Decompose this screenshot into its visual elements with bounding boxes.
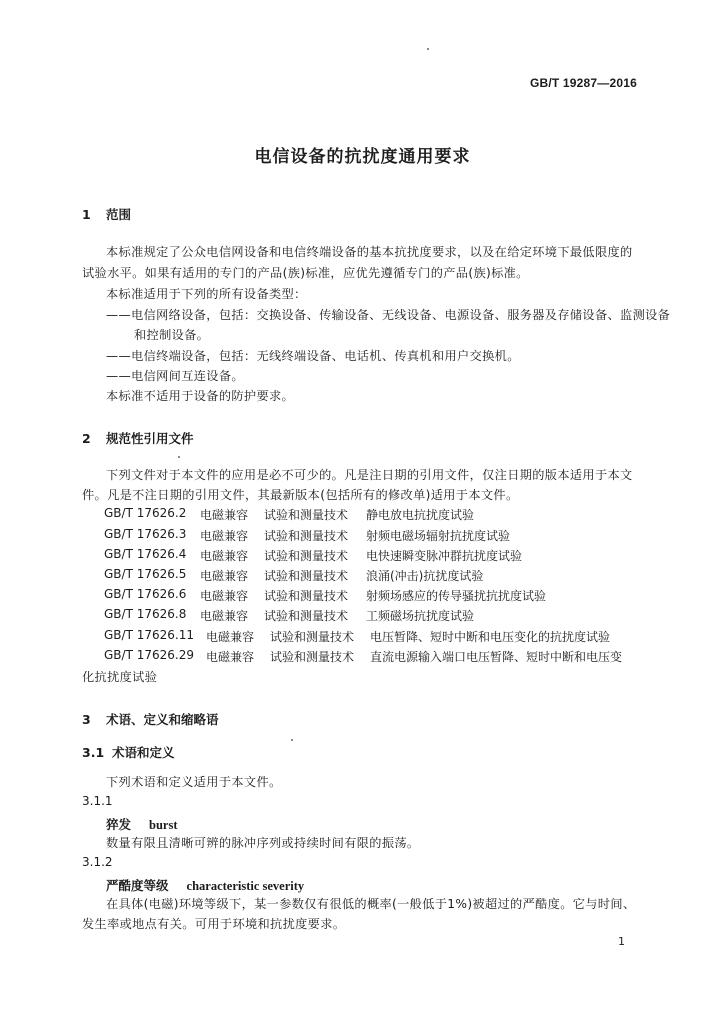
terms-intro: 下列术语和定义适用于本文件。: [106, 775, 282, 789]
reference-subcategory: 试验和测量技术: [264, 589, 349, 603]
page-number: 1: [618, 935, 625, 948]
reference-category: 电磁兼容: [200, 589, 249, 603]
reference-title: 浪涌(冲击)抗扰度试验: [366, 569, 484, 583]
reference-code: GB/T 17626.2: [104, 506, 187, 520]
scan-speck: [427, 48, 429, 50]
reference-subcategory: 试验和测量技术: [270, 630, 355, 644]
reference-code: GB/T 17626.4: [104, 547, 187, 561]
scope-applicability: 本标准适用于下列的所有设备类型：: [106, 287, 307, 301]
section-title: 规范性引用文件: [106, 431, 194, 446]
scope-exclusion: 本标准不适用于设备的防护要求。: [106, 389, 295, 403]
section-number: 1: [82, 207, 91, 222]
term-number: 3.1.1: [82, 794, 113, 808]
standard-code: GB/T 19287—2016: [529, 76, 637, 90]
reference-title: 工频磁场抗扰度试验: [366, 609, 475, 623]
term-definition-line1: 在具体(电磁)环境等级下，某一参数仅有很低的概率(一般低于1%)被超过的严酷度。它与时间、: [106, 897, 636, 911]
section-title: 范围: [106, 207, 132, 222]
section-1-heading: [82, 205, 131, 223]
reference-category: 电磁兼容: [200, 508, 249, 522]
reference-title: 直流电源输入端口电压暂降、短时中断和电压变: [370, 650, 623, 664]
section-number: 2: [82, 431, 91, 446]
subsection-3-1-heading: [82, 743, 175, 761]
reference-category: 电磁兼容: [200, 569, 249, 583]
reference-subcategory: 试验和测量技术: [264, 609, 349, 623]
reference-category: 电磁兼容: [200, 549, 249, 563]
section-3-heading: [82, 710, 219, 728]
scope-item-terminal-equipment: ——电信终端设备，包括：无线终端设备、电话机、传真机和用户交换机。: [106, 349, 520, 363]
term-number: 3.1.2: [82, 855, 113, 869]
reference-code: GB/T 17626.11: [104, 628, 194, 642]
reference-code: GB/T 17626.6: [104, 587, 187, 601]
term-heading: [106, 815, 178, 833]
reference-code: GB/T 17626.29: [104, 648, 194, 662]
reference-category: 电磁兼容: [206, 630, 255, 644]
term-chinese: 严酷度等级: [106, 878, 169, 893]
reference-code: GB/T 17626.5: [104, 567, 187, 581]
reference-title: 射频场感应的传导骚扰抗扰度试验: [366, 589, 547, 603]
reference-title: 电快速瞬变脉冲群抗扰度试验: [366, 549, 523, 563]
document-title: 电信设备的抗扰度通用要求: [254, 147, 471, 167]
term-heading: [106, 876, 304, 894]
reference-subcategory: 试验和测量技术: [264, 569, 349, 583]
section-2-heading: [82, 429, 194, 447]
reference-title: 射频电磁场辐射抗扰度试验: [366, 529, 511, 543]
reference-subcategory: 试验和测量技术: [264, 508, 349, 522]
reference-category: 电磁兼容: [200, 529, 249, 543]
scope-item-network-equipment-cont: 和控制设备。: [134, 328, 210, 342]
term-chinese: 猝发: [106, 817, 132, 832]
reference-code: GB/T 17626.8: [104, 607, 187, 621]
normative-refs-paragraph-line1: 下列文件对于本文件的应用是必不可少的。凡是注日期的引用文件，仅注日期的版本适用于本文: [106, 468, 633, 482]
normative-refs-paragraph-line2: 件。凡是不注日期的引用文件，其最新版本(包括所有的修改单)适用于本文件。: [82, 488, 519, 502]
scope-paragraph-line1: 本标准规定了公众电信网设备和电信终端设备的基本抗扰度要求，以及在给定环境下最低限度的: [106, 245, 633, 259]
reference-category: 电磁兼容: [200, 609, 249, 623]
scope-paragraph-line2: 试验水平。如果有适用的专门的产品(族)标准，应优先遵循专门的产品(族)标准。: [82, 266, 529, 280]
subsection-title: 术语和定义: [112, 745, 175, 760]
reference-subcategory: 试验和测量技术: [264, 549, 349, 563]
reference-category: 电磁兼容: [206, 650, 255, 664]
reference-title: 静电放电抗扰度试验: [366, 508, 475, 522]
reference-code: GB/T 17626.3: [104, 527, 187, 541]
section-title: 术语、定义和缩略语: [106, 712, 219, 727]
scan-speck: [291, 739, 293, 741]
term-definition-line2: 发生率或地点有关。可用于环境和抗扰度要求。: [82, 917, 346, 931]
section-number: 3: [82, 712, 91, 727]
scan-speck: [178, 456, 180, 458]
scope-item-interconnect-equipment: ——电信网间互连设备。: [106, 369, 244, 383]
scope-item-network-equipment: ——电信网络设备，包括：交换设备、传输设备、无线设备、电源设备、服务器及存储设备、监测设备: [106, 308, 671, 322]
term-english: characteristic severity: [186, 879, 305, 893]
reference-subcategory: 试验和测量技术: [270, 650, 355, 664]
reference-title: 电压暂降、短时中断和电压变化的抗扰度试验: [370, 630, 611, 644]
term-english: burst: [149, 818, 178, 832]
subsection-number: 3.1: [82, 745, 105, 760]
term-definition: 数量有限且清晰可辨的脉冲序列或持续时间有限的振荡。: [106, 836, 420, 850]
reference-title-cont: 化抗扰度试验: [82, 670, 158, 684]
reference-subcategory: 试验和测量技术: [264, 529, 349, 543]
